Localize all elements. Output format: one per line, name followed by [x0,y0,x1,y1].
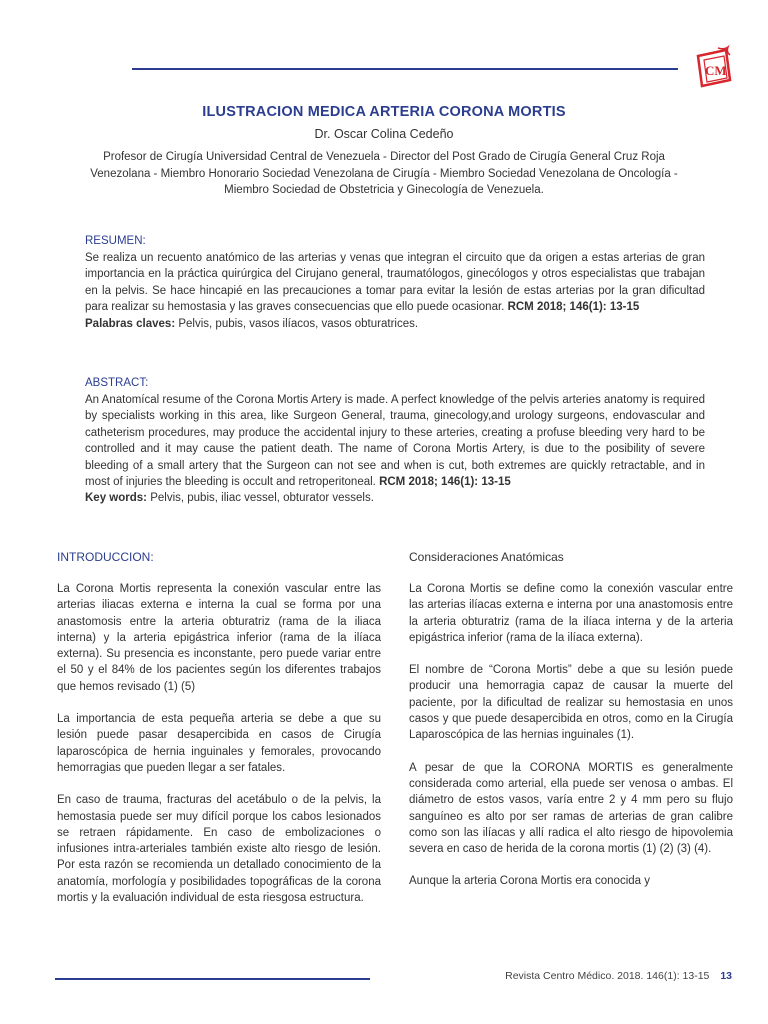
resumen-body [85,250,705,332]
resumen-keywords: Pelvis, pubis, vasos ilíacos, vasos obturatrices. [178,317,419,330]
left-column [57,581,381,922]
footer-journal: Revista Centro Médico. 2018. 146(1): 13-15 [505,970,710,982]
abstract-keywords: Pelvis, pubis, iliac vessel, obturator vessels. [150,492,374,505]
header-rule [132,68,678,70]
left-paragraph-2: La importancia de esta pequeña arteria se debe a que su lesión puede pasar desapercibida en casos de Cirugía laparoscópica de hernia inguinales y femorales, provocando hemorragias que pueden llegar a ser fatales. [57,713,381,774]
logo-text: CM [705,63,727,78]
author-name: Dr. Oscar Colina Cedeño [314,127,454,141]
resumen-keywords-label: Palabras claves: [85,317,176,330]
right-paragraph-3: A pesar de que la CORONA MORTIS es generalmente considerada como arterial, ella puede ser venosa o ambas. El diámetro de estos vasos, varía entre 2 y 4 mm pero su flujo sanguíneo es alto por ser ramas de arterias de gran calibre como son las ilíacas y allí radica el alto riesgo de hipovolemia severa en caso de herida de la corona mortis (1) (2) (3) (4). [409,761,733,856]
abstract-citation: RCM 2018; 146(1): 13-15 [379,476,511,489]
right-paragraph-2: El nombre de “Corona Mortis” debe a que su lesión puede producir una hemorragia capaz de causar la muerte del paciente, por la dificultad de realizar su hemostasia en unos casos y que puede desapercibida en otros, como en la Cirugía Laparoscópica de las hernias inguinales (1). [409,664,733,742]
abstract-body [85,392,705,507]
right-column [409,581,733,906]
introduccion-heading: INTRODUCCION: [57,550,154,564]
abstract-keywords-label: Key words: [85,492,147,505]
resumen-text: Se realiza un recuento anatómico de las arterias y venas que integran el circuito que da origen a estas arterias de gran importancia en la práctica quirúrgica del Cirujano general, traumatólogos, ginecólogos y otros especialistas que trabajan en la pelvis. Se hace hincapié en las precauciones a tomar para evitar la lesión de estas arterias por la gran dificultad para realizar su hemostasia y las graves consecuencias que ello puede ocasionar. [85,252,705,314]
author-affiliation: Profesor de Cirugía Universidad Central de Venezuela - Director del Post Grado de Cirugía General Cruz Roja Venezolana - Miembro Honorario Sociedad Venezolana de Cirugía - Miembro Sociedad Venezolana de Oncología - Miembro Sociedad de Obstetricia y Ginecología de Venezuela. [90,151,678,196]
consideraciones-heading: Consideraciones Anatómicas [409,550,564,564]
abstract-text: An Anatomícal resume of the Corona Mortis Artery is made. A perfect knowledge of the pelvis arteries anatomy is required by specialists working in this area, like Surgeon General, trauma, ginecology,and urology surgeons, endovascular and catheterism procedures, may produce the accidental injury to these arteries, creating a profuse bleeding very hard to be controlled and it may cause the patient death. The name of Corona Mortis Artery, is due to the posibility of severe bleeding of a small artery that the Surgeon can not see and when is cut, both extremes are quickly retractable, and in most of injuries the bleeding is occult and retroperitoneal. [85,394,705,489]
left-paragraph-3: En caso de trauma, fracturas del acetábulo o de la pelvis, la hemostasia puede ser muy difícil porque los cabos lesionados se retraen rápidamente. En caso de embolizaciones o infusiones intra-arteriales también existe alto riesgo de lesión. Por esta razón se recomienda un detallado conocimiento de la anatomía, morfología y posibilidades topográficas de la corona mortis y la evaluación individual de esta riesgosa estructura. [57,794,381,905]
abstract-heading: ABSTRACT: [85,377,149,389]
resumen-heading: RESUMEN: [85,235,146,247]
page-footer [505,970,732,982]
resumen-citation: RCM 2018; 146(1): 13-15 [507,301,640,314]
journal-logo [690,44,736,90]
footer-rule [55,978,370,980]
article-title: ILUSTRACION MEDICA ARTERIA CORONA MORTIS [202,104,566,120]
page-number: 13 [720,970,732,982]
right-paragraph-1: La Corona Mortis se define como la conexión vascular entre las arterias ilíacas externa e interna por una anastomosis entre la arteria obturatriz (rama de la ilíaca interna y de la arteria epigástrica inferior (rama de la ilíaca externa). [409,583,733,644]
left-paragraph-1: La Corona Mortis representa la conexión vascular entre las arterias iliacas externa e interna la cual se forma por una anastomosis entre la arteria obturatriz (rama de la iliaca interna) y la arteria epigástrica inferior (rama de la ilíaca externa). Su presencia es inconstante, pero puede variar entre el 50 y el 84% de los pacientes según los diferentes trabajos que hemos revisado (1) (5) [57,583,381,693]
right-paragraph-4: Aunque la arteria Corona Mortis era conocida y [409,875,650,888]
